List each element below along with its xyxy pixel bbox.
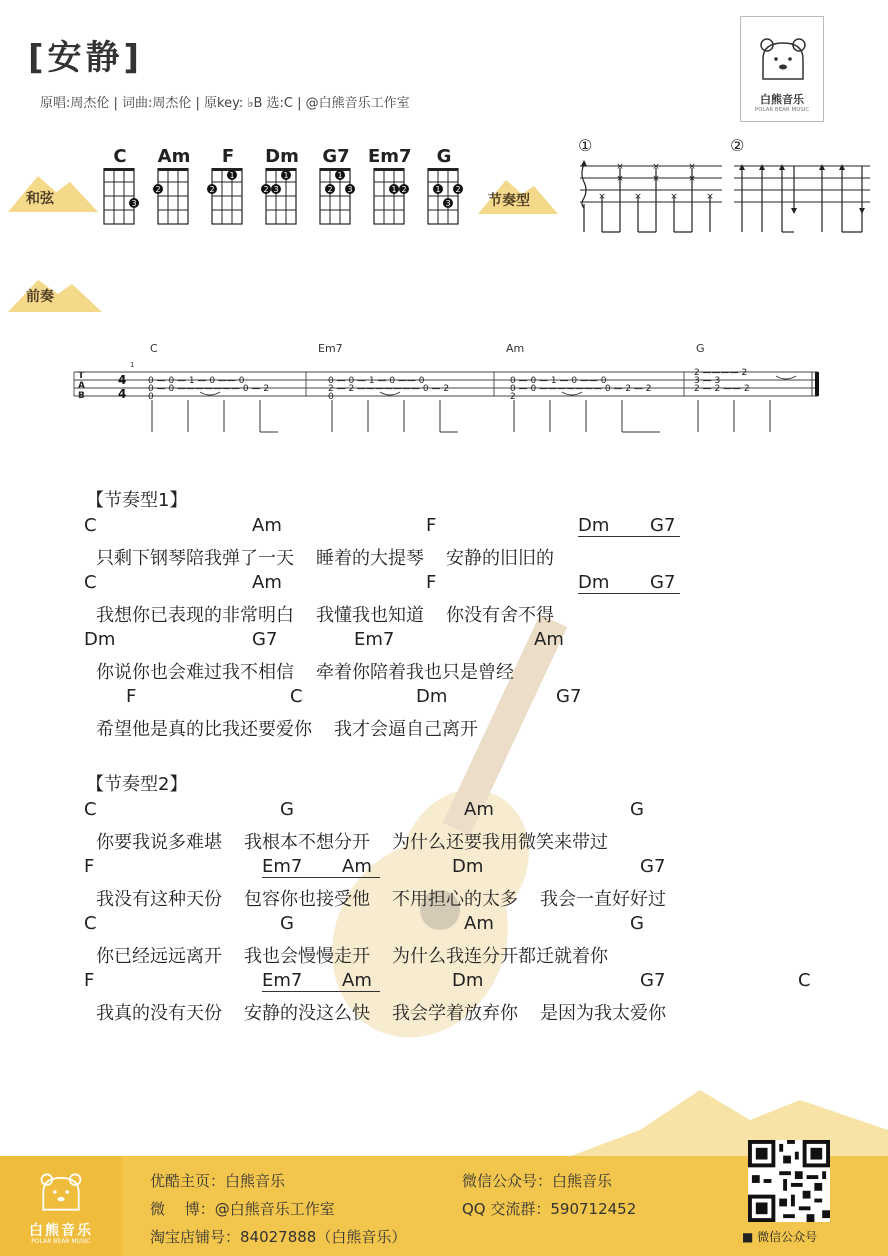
chord-label: F [426, 572, 437, 593]
lyric-phrase: 你已经远远离开 [96, 946, 222, 967]
chord-diagram-f [207, 168, 242, 224]
chord-label: Am [342, 856, 380, 878]
lyric-phrase: 为什么我连分开都迁就着你 [392, 946, 608, 967]
svg-text:2: 2 [209, 185, 215, 194]
rhythm-pattern-2-label: ② [730, 136, 745, 155]
tab-letter-b: B [78, 391, 85, 401]
chord-label: C [290, 686, 303, 707]
chord-diagram-dm [261, 168, 296, 224]
svg-text:×: × [616, 162, 624, 172]
lyric-phrase: 不用担心的太多 [392, 889, 518, 910]
lyric-phrase: 安静的旧旧的 [446, 548, 554, 569]
measure-number: 1 [130, 361, 135, 369]
svg-text:1: 1 [435, 185, 441, 194]
lyric-phrase: 包容你也接受他 [244, 889, 370, 910]
chord-label: G [630, 799, 644, 820]
svg-text:0: 0 [328, 392, 334, 402]
chord-label: F [426, 515, 437, 536]
lyric-phrase: 我会一直好好过 [540, 889, 666, 910]
chord-diagram-em7 [374, 168, 409, 224]
svg-text:2: 2 [510, 392, 516, 402]
brand-sub: POLAR BEAR MUSIC [754, 107, 810, 113]
lyric-phrase: 我想你已表现的非常明白 [96, 605, 294, 626]
chord-label: Dm [416, 686, 448, 707]
tab-letter-t: T [78, 371, 85, 381]
intro-chord-4: G [696, 342, 705, 355]
svg-text:×: × [634, 192, 642, 202]
chord-label: Am [464, 913, 494, 934]
chord-label: C [84, 913, 97, 934]
verse1-title: 【节奏型1】 [86, 490, 188, 511]
verse1-lyrics-4 [96, 715, 500, 741]
chord-label: G7 [640, 856, 666, 877]
verse2-title: 【节奏型2】 [86, 774, 188, 795]
chords-label: 和弦 [26, 191, 54, 207]
rhythm-pattern-2 [742, 166, 862, 232]
lyric-phrase: 你没有舍不得 [446, 605, 554, 626]
svg-text:2: 2 [263, 185, 269, 194]
chord-name-am: Am [157, 146, 191, 167]
verse2-lyrics-3 [96, 942, 630, 968]
brand-logo [740, 16, 824, 122]
footer-qq: QQ 交流群：590712452 [462, 1200, 637, 1218]
chord-diagram-g [428, 168, 463, 224]
lyric-phrase: 我也会慢慢走开 [244, 946, 370, 967]
lyric-phrase: 我没有这种天份 [96, 889, 222, 910]
footer-logo [0, 1156, 122, 1256]
chord-label: G7 [556, 686, 582, 707]
lyric-phrase: 睡着的大提琴 [316, 548, 424, 569]
lyric-phrase: 你说你也会难过我不相信 [96, 662, 294, 683]
svg-text:4: 4 [118, 373, 127, 387]
lyric-phrase: 牵着你陪着我也只是曾经 [316, 662, 514, 683]
song-meta: 原唱:周杰伦 | 词曲:周杰伦 | 原key: ♭B 选:C | @白熊音乐工作室 [40, 96, 410, 111]
svg-text:4: 4 [118, 387, 127, 401]
svg-text:0 — 0 ——————— 0 — 2 — 2: 0 — 0 ——————— 0 — 2 — 2 [510, 384, 652, 394]
svg-text:1: 1 [391, 185, 397, 194]
rhythm-patterns [574, 160, 874, 234]
chord-name-g7: G7 [322, 146, 350, 167]
chord-label: Am [252, 572, 282, 593]
footer-youku: 优酷主页：白熊音乐 [150, 1172, 286, 1190]
svg-text:2: 2 [455, 185, 461, 194]
svg-text:×: × [706, 192, 714, 202]
svg-text:2 — 2 —— 2: 2 — 2 —— 2 [694, 384, 750, 394]
intro-chord-3: Am [506, 342, 525, 355]
qr-code [748, 1140, 830, 1222]
chord-label: Am [534, 629, 564, 650]
svg-text:1: 1 [283, 171, 289, 180]
svg-text:0 — 0 ——————— 0 — 2: 0 — 0 ——————— 0 — 2 [148, 384, 270, 394]
verse1-lyrics-1 [96, 544, 576, 570]
intro-label: 前奏 [26, 289, 54, 305]
svg-text:×: × [670, 192, 678, 202]
chord-label: Am [252, 515, 282, 536]
svg-text:2: 2 [327, 185, 333, 194]
lyric-phrase: 我根本不想分开 [244, 832, 370, 853]
svg-text:0 — 0 — 1 — 0 —— 0: 0 — 0 — 1 — 0 —— 0 [328, 376, 425, 386]
svg-text:3: 3 [273, 185, 279, 194]
chord-diagram-am [153, 168, 188, 224]
footer-taobao: 淘宝店铺号：84027888（白熊音乐） [150, 1228, 407, 1246]
chord-label: Am [342, 970, 380, 992]
chord-label: G [280, 799, 294, 820]
lyric-phrase: 希望他是真的比我还要爱你 [96, 719, 312, 740]
intro-hill [8, 276, 102, 312]
intro-tab-staff [70, 368, 824, 436]
svg-text:×: × [616, 174, 624, 184]
chord-label: Em7 [262, 856, 342, 878]
chord-name-f: F [221, 146, 235, 167]
chord-label: Dm [452, 856, 484, 877]
chord-label: C [84, 515, 97, 536]
svg-text:×: × [688, 162, 696, 172]
svg-text:3: 3 [347, 185, 353, 194]
chord-label: Dm [452, 970, 484, 991]
svg-text:2: 2 [155, 185, 161, 194]
chord-name-dm: Dm [265, 146, 299, 167]
chord-label: F [84, 856, 95, 877]
svg-text:2: 2 [401, 185, 407, 194]
svg-text:0: 0 [148, 392, 154, 402]
svg-text:3 — 3: 3 — 3 [694, 376, 721, 386]
chord-label: C [84, 572, 97, 593]
footer-brand-sub: POLAR BEAR MUSIC [31, 1238, 91, 1245]
chord-name-c: C [113, 146, 127, 167]
svg-text:×: × [598, 192, 606, 202]
svg-text:0 — 0 — 1 — 0 —— 0: 0 — 0 — 1 — 0 —— 0 [510, 376, 607, 386]
chord-label: G7 [252, 629, 278, 650]
chord-label: G7 [626, 515, 680, 537]
lyric-phrase: 安静的没这么快 [244, 1003, 370, 1024]
chord-label: C [798, 970, 811, 991]
lyric-phrase: 是因为我太爱你 [540, 1003, 666, 1024]
lyric-phrase: 只剩下钢琴陪我弹了一天 [96, 548, 294, 569]
chord-name-g: G [436, 146, 452, 167]
chord-label: G7 [640, 970, 666, 991]
rhythm-label: 节奏型 [488, 193, 530, 209]
svg-text:3: 3 [445, 199, 451, 208]
footer-weibo: 微 博：@白熊音乐工作室 [150, 1200, 335, 1218]
chord-label: Em7 [354, 629, 395, 650]
svg-text:2 ———— 2: 2 ———— 2 [694, 368, 748, 378]
chord-diagram-c [104, 168, 139, 224]
chord-label: F [84, 970, 95, 991]
page-title: [安静] [28, 38, 144, 78]
chord-label: F [126, 686, 137, 707]
lyric-phrase: 我会学着放弃你 [392, 1003, 518, 1024]
verse2-lyrics-2 [96, 885, 688, 911]
lyric-phrase: 你要我说多难堪 [96, 832, 222, 853]
intro-chord-2: Em7 [318, 342, 343, 355]
chord-label: C [84, 799, 97, 820]
footer-wechat: 微信公众号：白熊音乐 [462, 1172, 613, 1190]
intro-chord-1: C [150, 342, 158, 355]
lyric-phrase: 我真的没有天份 [96, 1003, 222, 1024]
bear-icon [38, 1170, 84, 1214]
svg-text:×: × [688, 174, 696, 184]
lyric-phrase: 我才会逼自己离开 [334, 719, 478, 740]
chord-label: Dm [84, 629, 116, 650]
qr-label: ■ 微信公众号 [742, 1230, 818, 1244]
verse1-lyrics-3 [96, 658, 536, 684]
tab-letter-a: A [78, 381, 85, 391]
chord-label: G7 [626, 572, 680, 594]
chord-label: Am [464, 799, 494, 820]
chord-label: Dm [578, 572, 626, 594]
verse2-lyrics-4 [96, 999, 688, 1025]
chord-diagram-g7 [320, 168, 355, 224]
chord-label: G [630, 913, 644, 934]
chord-diagrams [96, 168, 476, 230]
svg-text:×: × [652, 162, 660, 172]
svg-text:1: 1 [229, 171, 235, 180]
brand-name: 白熊音乐 [760, 93, 804, 106]
lyric-phrase: 我懂我也知道 [316, 605, 424, 626]
lyric-phrase: 为什么还要我用微笑来带过 [392, 832, 608, 853]
svg-text:1: 1 [337, 171, 343, 180]
verse2-lyrics-1 [96, 828, 630, 854]
footer-brand-name: 白熊音乐 [29, 1223, 93, 1239]
svg-text:3: 3 [131, 199, 137, 208]
chord-label: Em7 [262, 970, 342, 992]
svg-text:×: × [652, 174, 660, 184]
bear-icon [757, 35, 809, 83]
rhythm-pattern-1-label: ① [578, 136, 593, 155]
chord-label: Dm [578, 515, 626, 537]
chord-label: G [280, 913, 294, 934]
chord-name-em7: Em7 [368, 146, 412, 167]
svg-text:0 — 0 — 1 — 0 —— 0: 0 — 0 — 1 — 0 —— 0 [148, 376, 245, 386]
svg-text:2 — 2 ——————— 0 — 2: 2 — 2 ——————— 0 — 2 [328, 384, 450, 394]
verse1-lyrics-2 [96, 601, 576, 627]
